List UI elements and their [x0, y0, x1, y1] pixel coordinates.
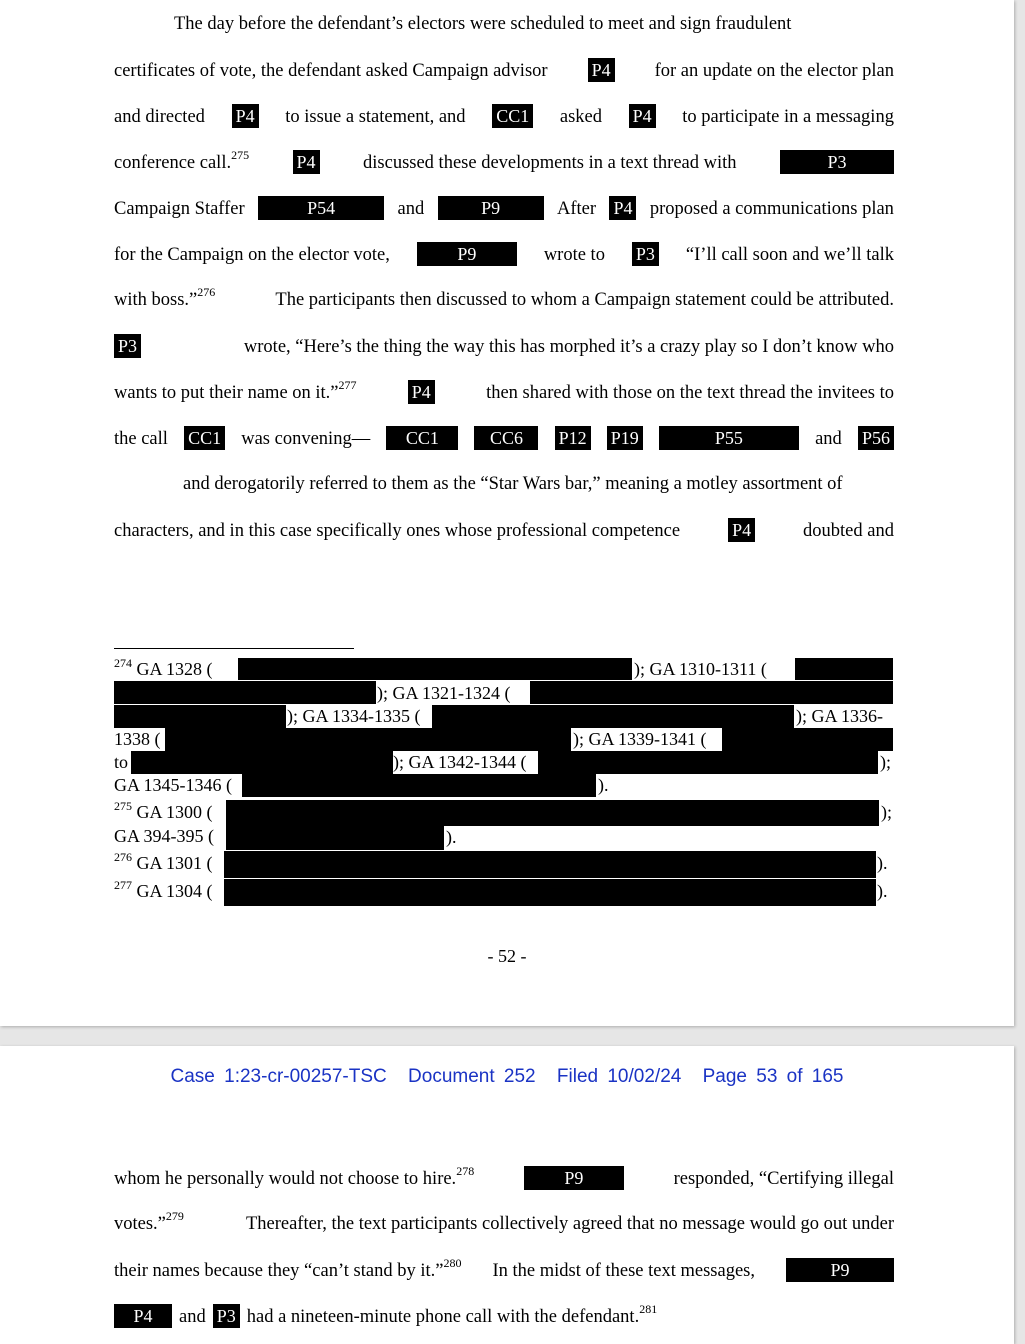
redaction-label: P3	[780, 150, 894, 174]
redaction-block	[722, 728, 893, 751]
footnote-text: ); GA 1310-1311 (	[634, 659, 767, 679]
footnote-number: 276	[114, 850, 132, 864]
redaction-label: P4	[232, 104, 259, 128]
redaction-label: CC6	[474, 426, 538, 450]
footnote-text: ); GA 1336-	[796, 706, 883, 726]
body-line	[114, 242, 894, 267]
footnote-ref: 278	[456, 1163, 475, 1178]
body-text: and	[397, 199, 425, 219]
footnote-text: ); GA 1321-1324 (	[377, 683, 511, 703]
body-line	[114, 147, 894, 175]
redaction-block	[114, 705, 286, 728]
body-text: to participate in a messaging	[682, 107, 894, 127]
body-text: The day before the defendant’s electors were scheduled to meet and sign fraudulent	[174, 14, 792, 34]
body-line	[114, 1208, 894, 1236]
footnote-text: GA 1300 (	[136, 802, 213, 822]
body-text: wrote to	[543, 245, 605, 265]
redaction-block	[242, 774, 596, 797]
redaction-block	[530, 681, 893, 704]
body-line	[114, 1301, 894, 1329]
redaction-label: P4	[408, 380, 435, 404]
redaction-label: P56	[858, 426, 894, 450]
body-text: The participants then discussed to whom a Campaign statement could be attributed.	[275, 290, 894, 310]
footnote-ref: 277	[338, 377, 357, 392]
footnote-text: ); GA 1339-1341 (	[573, 729, 707, 749]
body-text: had a nineteen-minute phone call with the defendant.$^{281}$	[246, 1301, 658, 1327]
body-line	[114, 104, 894, 129]
redaction-label: P4	[588, 58, 615, 82]
body-text: “I’ll call soon and we’ll talk	[685, 245, 894, 265]
body-line	[114, 518, 894, 543]
footnote-separator	[114, 648, 354, 649]
redaction-label: P4	[293, 150, 320, 174]
footnote-text: ).	[598, 775, 609, 795]
footnote-text: to	[114, 752, 129, 772]
body-text: asked	[559, 107, 602, 127]
redaction-block	[114, 681, 376, 704]
redaction-label: P4	[629, 104, 656, 128]
redaction-label: P4	[728, 518, 755, 542]
case-number: Case 1:23-cr-00257-TSC	[170, 1066, 387, 1087]
body-line	[114, 334, 894, 359]
body-text: After	[557, 199, 597, 219]
body-line	[114, 1163, 894, 1191]
footnote-ref: 279	[165, 1208, 184, 1223]
redaction-label: P12	[555, 426, 591, 450]
body-text: Thereafter, the text participants collectively agreed that no message would go out under	[245, 1214, 894, 1234]
footnote-ref: 276	[197, 284, 216, 299]
redaction-label: P4	[114, 1304, 172, 1328]
body-line	[114, 58, 894, 83]
redaction-label: P3	[632, 242, 659, 266]
redaction-label: P19	[607, 426, 643, 450]
footnote-text: ); GA 1334-1335 (	[287, 706, 421, 726]
body-text: conference call.$^{275}$	[114, 147, 250, 173]
redaction-label: P3	[114, 334, 141, 358]
body-line	[114, 472, 894, 496]
redaction-label: P9	[524, 1166, 624, 1190]
body-text: whom he personally would not choose to hire.$^{278}$	[114, 1163, 475, 1189]
body-text: with boss.”$^{276}$	[114, 284, 216, 310]
footnote-number: 275	[114, 799, 132, 813]
redaction-block	[238, 658, 632, 680]
footnote-number: 274	[114, 656, 132, 670]
page-count: Page 53 of 165	[702, 1066, 844, 1087]
redaction-block	[226, 825, 444, 850]
footnote-text: GA 1328 (	[136, 659, 213, 679]
body-line	[114, 377, 894, 405]
body-text: then shared with those on the text thread the invitees to	[486, 383, 894, 403]
body-text: was convening—	[241, 429, 371, 449]
footnote-ref: 281	[639, 1301, 658, 1316]
redaction-label: CC1	[492, 104, 533, 128]
body-text: and derogatorily referred to them as the “Star Wars bar,” meaning a motley assortment of	[183, 474, 843, 494]
redaction-block	[226, 800, 879, 826]
body-line	[114, 426, 894, 451]
footnote-text: );	[880, 752, 891, 772]
footnote-text: GA 394-395 (	[114, 826, 214, 846]
redaction-label: P9	[417, 242, 517, 266]
redaction-block	[538, 751, 878, 774]
case-header	[0, 1066, 1014, 1088]
body-text: responded, “Certifying illegal	[673, 1169, 894, 1189]
footnote-ref: 275	[231, 147, 250, 162]
body-line	[114, 196, 894, 221]
body-text: the call	[114, 429, 168, 449]
footnote-text: ); GA 1342-1344 (	[393, 752, 527, 772]
body-text: doubted and	[803, 521, 894, 541]
redaction-label: P55	[659, 426, 799, 450]
page-53	[0, 1046, 1014, 1344]
redaction-label: P3	[213, 1304, 240, 1328]
body-text: to issue a statement, and	[285, 107, 466, 127]
footnote-text: 1338 (	[114, 729, 161, 749]
page-number: - 52 -	[487, 946, 527, 966]
redaction-label: P4	[609, 196, 636, 220]
redaction-block	[131, 751, 393, 774]
body-text: proposed a communications plan	[649, 199, 894, 219]
redaction-block	[432, 705, 794, 728]
footnote-text: );	[881, 802, 892, 822]
body-text: wrote, “Here’s the thing the way this has morphed it’s a crazy play so I don’t know who	[243, 337, 894, 357]
footnote-number: 277	[114, 878, 132, 892]
redaction-label: P9	[438, 196, 544, 220]
body-text: characters, and in this case specifically ones whose professional competence	[114, 521, 681, 541]
redaction-label: CC1	[386, 426, 458, 450]
body-text: Campaign Staffer	[114, 199, 245, 219]
body-text: and	[179, 1307, 206, 1327]
footnote-276	[114, 852, 213, 874]
redaction-label: P9	[786, 1258, 894, 1282]
footnote-text: GA 1345-1346 (	[114, 775, 232, 795]
body-text: for the Campaign on the elector vote,	[114, 245, 390, 265]
body-text: and directed	[114, 107, 205, 127]
body-text: wants to put their name on it.”$^{277}$	[114, 377, 357, 403]
footnote-text: GA 1304 (	[136, 881, 213, 901]
filed-date: Filed 10/02/24	[556, 1066, 682, 1087]
redaction-label: CC1	[184, 426, 225, 450]
footnote-text: GA 1301 (	[136, 853, 213, 873]
body-text: In the midst of these text messages,	[492, 1261, 755, 1281]
footnote-text: ).	[877, 881, 888, 901]
footnote-ref: 280	[443, 1255, 462, 1270]
footnote-text: ).	[446, 827, 457, 847]
redaction-block	[795, 658, 893, 680]
footnote-274	[114, 658, 213, 680]
redaction-block	[224, 879, 876, 906]
body-text: certificates of vote, the defendant asked Campaign advisor	[114, 61, 548, 81]
redaction-label: P54	[258, 196, 384, 220]
document-number: Document 252	[408, 1066, 536, 1087]
body-line	[114, 1255, 894, 1283]
body-text: their names because they “can’t stand by it.”$^{280}$	[114, 1255, 462, 1281]
redaction-block	[224, 851, 876, 878]
footnote-275	[114, 801, 213, 823]
footnote-277	[114, 880, 213, 902]
body-line	[114, 284, 894, 312]
body-text: discussed these developments in a text thread with	[363, 153, 737, 173]
body-text: votes.”$^{279}$	[114, 1208, 184, 1234]
body-text: for an update on the elector plan	[654, 61, 894, 81]
redaction-block	[165, 728, 571, 751]
body-text: and	[815, 429, 842, 449]
body-line	[174, 12, 894, 36]
footnote-text: ).	[877, 853, 888, 873]
